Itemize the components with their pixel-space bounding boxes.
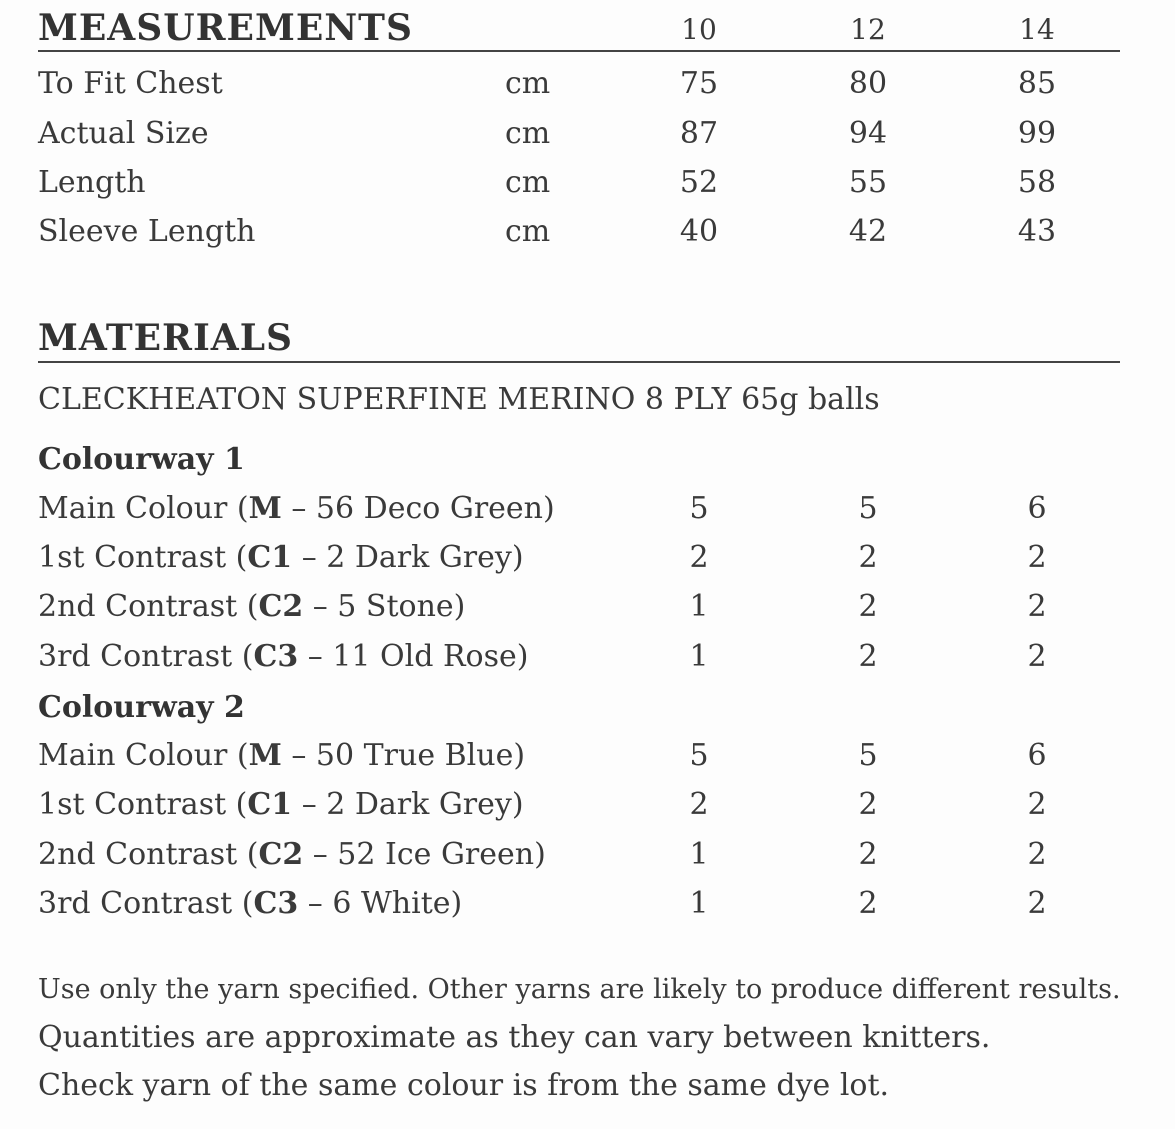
measurement-unit: cm [505, 116, 551, 151]
note-quantities-approximate: Quantities are approximate as they can vary between knitters. [38, 1020, 991, 1055]
size-10-header: 10 [681, 13, 717, 46]
value-size-12: 80 [848, 66, 888, 101]
colour-code: C1 [247, 787, 293, 822]
balls-size-10: 1 [689, 639, 709, 674]
value-size-12: 94 [848, 116, 888, 151]
measurement-row-chest [0, 64, 1175, 104]
balls-size-10: 2 [689, 787, 709, 822]
colourway-1-contrast-3-row [0, 637, 1175, 677]
balls-size-14: 6 [1027, 491, 1047, 526]
balls-size-12: 2 [858, 589, 878, 624]
colourway-2-title: Colourway 2 [38, 690, 245, 725]
colour-code: M [248, 491, 282, 526]
colourway-1-main-colour-row [0, 489, 1175, 529]
balls-size-10: 5 [689, 491, 709, 526]
balls-size-12: 2 [858, 540, 878, 575]
colourway-2-contrast-2-row [0, 835, 1175, 875]
colour-code: M [248, 738, 282, 773]
colour-code: C3 [253, 886, 299, 921]
value-size-10: 75 [679, 66, 719, 101]
balls-size-14: 2 [1027, 589, 1047, 624]
note-yarn-specified: Use only the yarn specified. Other yarns are likely to produce different results. [38, 974, 1121, 1005]
value-size-10: 87 [679, 116, 719, 151]
yarn-colour-label: 3rd Contrast (C3 – 11 Old Rose) [38, 639, 529, 674]
colour-code: C2 [258, 589, 304, 624]
colourway-2-contrast-1-row [0, 785, 1175, 825]
yarn-colour-label: Main Colour (M – 50 True Blue) [38, 738, 526, 773]
colourway-2-contrast-3-row [0, 884, 1175, 924]
yarn-colour-label: 2nd Contrast (C2 – 52 Ice Green) [38, 837, 546, 872]
balls-size-10: 5 [689, 738, 709, 773]
measurement-row-length [0, 163, 1175, 203]
balls-size-14: 2 [1027, 886, 1047, 921]
colourway-1-title: Colourway 1 [38, 442, 245, 477]
measurements-heading: MEASUREMENTS [38, 7, 413, 49]
yarn-colour-label: 1st Contrast (C1 – 2 Dark Grey) [38, 540, 524, 575]
colour-code: C2 [258, 837, 304, 872]
value-size-10: 40 [679, 214, 719, 249]
balls-size-12: 2 [858, 886, 878, 921]
balls-size-14: 2 [1027, 787, 1047, 822]
value-size-14: 85 [1017, 66, 1057, 101]
measurement-unit: cm [505, 214, 551, 249]
colour-code: C1 [247, 540, 293, 575]
size-14-header: 14 [1019, 13, 1055, 46]
measurement-row-actual-size [0, 114, 1175, 154]
measurement-unit: cm [505, 165, 551, 200]
colourway-1-contrast-2-row [0, 587, 1175, 627]
colourway-2-main-colour-row [0, 736, 1175, 776]
colour-code: C3 [253, 639, 299, 674]
measurements-divider [38, 50, 1120, 52]
size-12-header: 12 [850, 13, 886, 46]
balls-size-12: 5 [858, 738, 878, 773]
measurement-label: To Fit Chest [38, 66, 223, 101]
balls-size-14: 2 [1027, 540, 1047, 575]
balls-size-14: 6 [1027, 738, 1047, 773]
yarn-colour-label: 1st Contrast (C1 – 2 Dark Grey) [38, 787, 524, 822]
balls-size-12: 5 [858, 491, 878, 526]
value-size-12: 42 [848, 214, 888, 249]
balls-size-10: 1 [689, 837, 709, 872]
measurement-label: Actual Size [38, 116, 209, 151]
measurement-unit: cm [505, 66, 551, 101]
value-size-10: 52 [679, 165, 719, 200]
balls-size-14: 2 [1027, 639, 1047, 674]
balls-size-12: 2 [858, 837, 878, 872]
balls-size-10: 2 [689, 540, 709, 575]
yarn-colour-label: 3rd Contrast (C3 – 6 White) [38, 886, 463, 921]
measurement-row-sleeve-length [0, 212, 1175, 252]
yarn-colour-label: 2nd Contrast (C2 – 5 Stone) [38, 589, 466, 624]
materials-heading: MATERIALS [38, 317, 294, 359]
value-size-14: 99 [1017, 116, 1057, 151]
note-dye-lot: Check yarn of the same colour is from the same dye lot. [38, 1068, 890, 1103]
balls-size-12: 2 [858, 787, 878, 822]
value-size-14: 43 [1017, 214, 1057, 249]
balls-size-10: 1 [689, 886, 709, 921]
measurement-label: Length [38, 165, 146, 200]
value-size-12: 55 [848, 165, 888, 200]
balls-size-14: 2 [1027, 837, 1047, 872]
yarn-description: CLECKHEATON SUPERFINE MERINO 8 PLY 65g balls [38, 382, 880, 417]
size-header-row [0, 7, 1175, 50]
yarn-colour-label: Main Colour (M – 56 Deco Green) [38, 491, 555, 526]
balls-size-10: 1 [689, 589, 709, 624]
balls-size-12: 2 [858, 639, 878, 674]
measurement-label: Sleeve Length [38, 214, 256, 249]
colourway-1-contrast-1-row [0, 538, 1175, 578]
materials-divider [38, 361, 1120, 363]
value-size-14: 58 [1017, 165, 1057, 200]
